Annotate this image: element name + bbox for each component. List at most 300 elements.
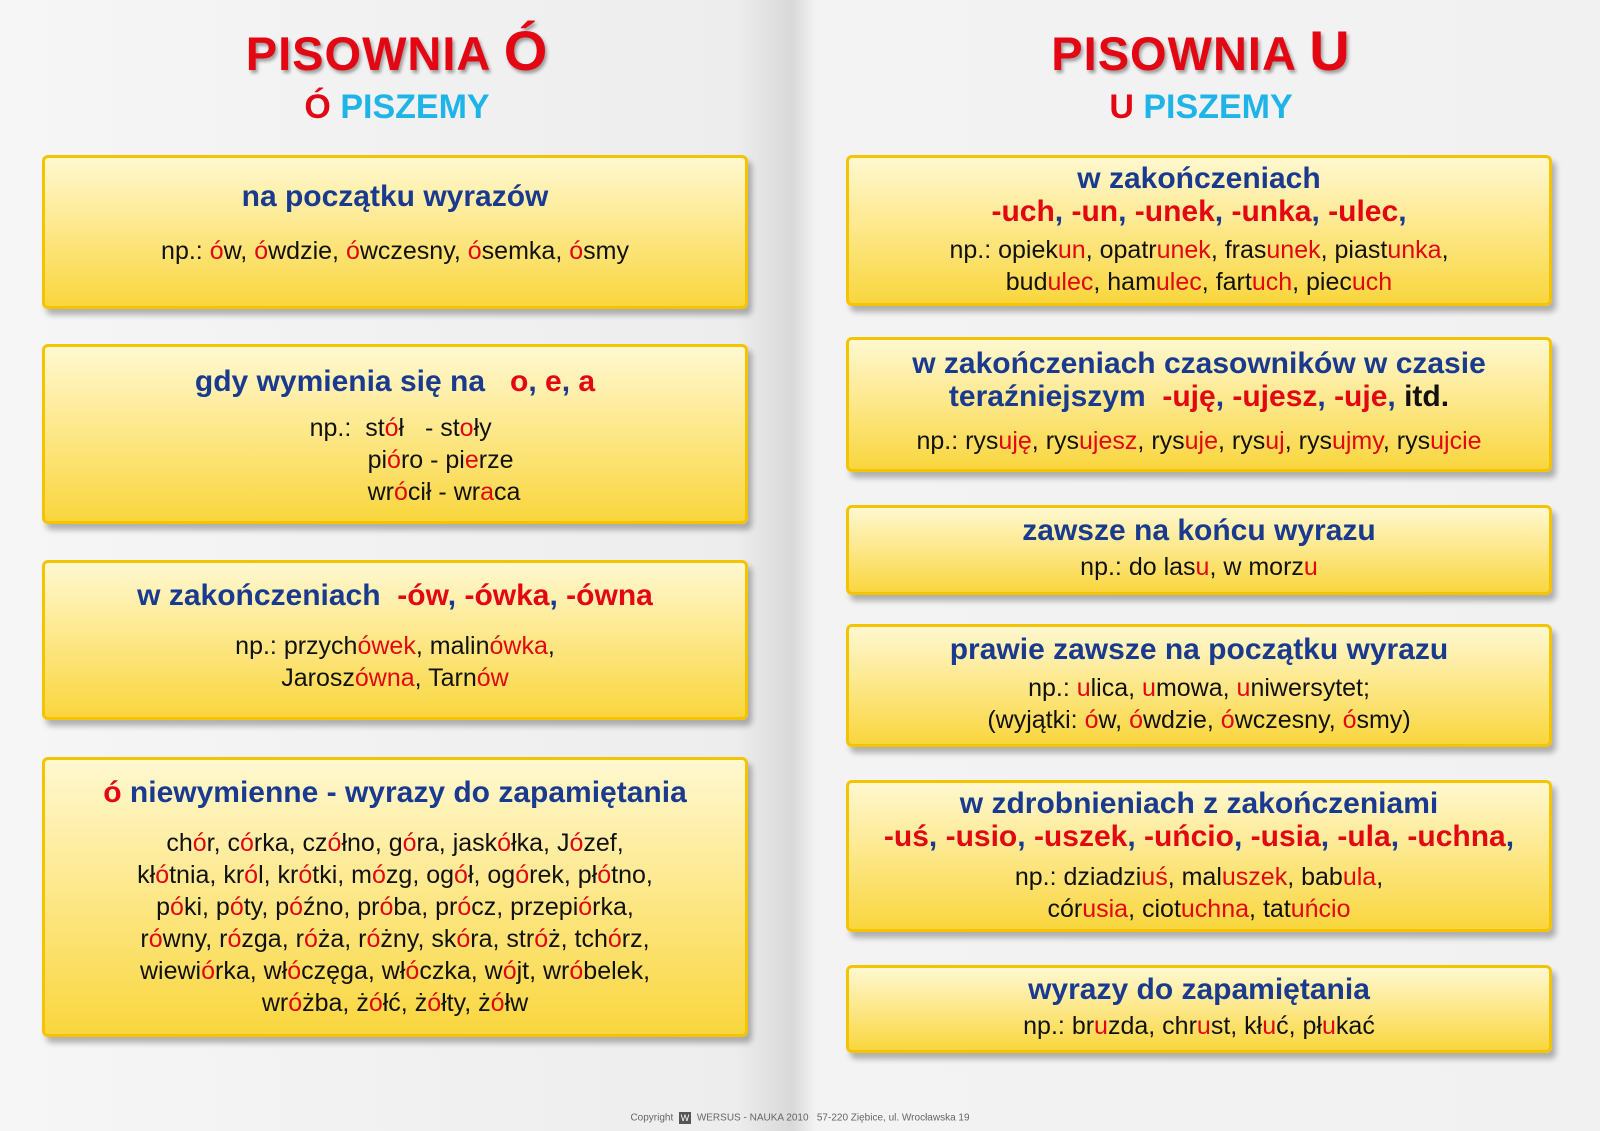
word-part: czka	[419, 957, 471, 985]
example-word	[1237, 674, 1370, 702]
highlighted-letters: ó	[287, 957, 302, 985]
word-part: pi	[367, 446, 388, 474]
example-pair: wrócił - wraca	[367, 478, 521, 506]
example-word	[965, 427, 1039, 455]
examples-line	[849, 893, 1549, 925]
highlighted-letters: ó	[457, 893, 472, 921]
ending: -ów	[397, 579, 448, 612]
word-part: wł	[263, 957, 288, 985]
example-word	[1142, 674, 1230, 702]
rule-heading: w zakończeniach	[1077, 162, 1321, 195]
highlighted-letters: o	[459, 414, 474, 442]
example-words	[281, 664, 508, 692]
example-words	[1072, 1012, 1375, 1040]
word-part: tno	[611, 861, 646, 889]
highlighted-letters: u	[1076, 674, 1091, 702]
highlighted-letters: ujmy	[1331, 427, 1383, 455]
example-pair: stół - stoły	[365, 414, 492, 442]
word-part: piec	[1306, 268, 1352, 296]
rule-heading: prawie zawsze na początku wyrazu	[949, 633, 1449, 666]
word-part: ,	[1287, 863, 1295, 891]
example-word	[569, 237, 629, 265]
word-part: cór	[1047, 895, 1083, 923]
word-part: ty	[243, 893, 262, 921]
word-part: semka	[481, 237, 556, 265]
highlighted-letters: u	[1236, 674, 1251, 702]
word-part: wczesny,	[1234, 706, 1336, 734]
rule-heading: gdy wymienia się na o, e, a	[194, 365, 596, 398]
word-part: rz	[621, 925, 643, 953]
example-word	[1299, 427, 1390, 455]
rule-heading-text: w zakończeniach	[137, 579, 381, 612]
word-part: kr	[277, 861, 299, 889]
highlighted-letters: ówek	[357, 632, 416, 660]
highlighted-letters: e	[464, 446, 479, 474]
highlighted-letters: ó	[240, 829, 254, 857]
highlighted-letters: u	[1094, 1012, 1108, 1040]
word-part: cił	[407, 478, 432, 506]
ending: -un	[1071, 195, 1119, 228]
examples-line	[849, 234, 1549, 266]
highlighted-letters: ó	[227, 925, 242, 953]
example-word	[216, 893, 261, 921]
word-part: pr	[357, 893, 380, 921]
ending: -usio	[945, 820, 1018, 853]
rule-box-diminutives	[846, 780, 1552, 932]
highlighted-letters: ó	[387, 446, 401, 474]
word-part: ,	[1284, 427, 1292, 455]
example-words	[1129, 553, 1318, 581]
highlighted-letters: uję	[998, 427, 1032, 455]
example-word	[264, 957, 368, 985]
example-word	[1142, 895, 1256, 923]
endings-list: -ów, -ówka, -ówna	[397, 579, 653, 612]
rule-box-noun-endings	[846, 155, 1552, 306]
highlighted-letters: ó	[254, 237, 269, 265]
word-part: kr	[223, 861, 245, 889]
example-word	[468, 237, 556, 265]
word-part: przych	[283, 632, 358, 660]
subtitle-letter: U	[1109, 88, 1134, 126]
word-part: niwersytet;	[1250, 674, 1370, 702]
word-part: fras	[1224, 236, 1267, 264]
word-part: ,	[1093, 268, 1101, 296]
examples-line	[849, 551, 1549, 583]
word-part: tki	[312, 861, 338, 889]
example-word	[219, 925, 282, 953]
word-part: dziadzi	[1063, 863, 1142, 891]
rule-heading: w zakończeniach czasowników w czasie	[912, 347, 1486, 380]
word-part: rka	[215, 957, 250, 985]
highlighted-letters: ulec	[1047, 268, 1094, 296]
word-part: g	[388, 829, 403, 857]
example-word	[454, 478, 521, 506]
highlighted-letters: ó	[303, 925, 318, 953]
ending: -usia	[1250, 820, 1321, 853]
example-word	[557, 829, 617, 857]
ending: -uńcio	[1143, 820, 1234, 853]
example-word	[346, 237, 454, 265]
memorize-line: kłótnia, król, krótki, mózg, ogół, ogórek, płótno,	[137, 861, 653, 889]
highlighted-letters: ó	[345, 237, 360, 265]
highlighted-letters: u	[1195, 553, 1210, 581]
word-part: Jarosz	[281, 664, 355, 692]
example-word	[1047, 895, 1135, 923]
example-words	[1006, 268, 1392, 296]
word-part: ,	[1167, 863, 1175, 891]
rule-box-exchange	[42, 344, 748, 524]
word-part: kł	[137, 861, 156, 889]
word-part: ba	[393, 893, 422, 921]
example-word	[1225, 236, 1328, 264]
example-word	[487, 861, 563, 889]
word-part: og	[487, 861, 516, 889]
example-word	[510, 893, 627, 921]
rule-heading-text: teraźniejszym	[948, 380, 1146, 413]
highlighted-letters: u	[1196, 1012, 1211, 1040]
word-part: ki	[183, 893, 203, 921]
word-part: smy	[583, 237, 629, 265]
ending: -uję	[1162, 380, 1216, 413]
word-part: p	[156, 893, 171, 921]
word-part: ham	[1107, 268, 1156, 296]
highlighted-letters: ó	[502, 957, 517, 985]
highlighted-letters: ówka	[489, 632, 548, 660]
example-word	[166, 829, 213, 857]
title-letter: U	[1309, 19, 1351, 82]
word-part: str	[506, 925, 535, 953]
word-part: wny	[162, 925, 206, 953]
rule-box-endings	[42, 560, 748, 720]
subtitle-o	[42, 88, 752, 127]
highlighted-letters: ó	[597, 861, 612, 889]
example-word	[1151, 427, 1225, 455]
highlighted-letters: ó	[366, 925, 381, 953]
highlighted-letters: ó	[148, 925, 163, 953]
highlighted-letters: ó	[229, 893, 244, 921]
word-part: w,	[1098, 706, 1123, 734]
highlighted-letters: ó	[372, 861, 386, 889]
word-part: ż	[548, 925, 561, 953]
word-part: ł	[467, 861, 474, 889]
rule-heading: wyrazy do zapamiętania	[1028, 973, 1370, 1006]
word-part: pł	[1302, 1012, 1323, 1040]
memorize-line: równy, rózga, róża, różny, skóra, stróż, tchórz,	[140, 925, 650, 953]
word-part: ż	[478, 989, 491, 1017]
np-label: np.:	[1023, 1012, 1065, 1040]
word-part: żny	[380, 925, 418, 953]
letter-o: o	[510, 365, 529, 398]
example-word	[210, 237, 241, 265]
word-part: ,	[1292, 268, 1300, 296]
example-word	[140, 925, 205, 953]
rule-heading: zawsze na końcu wyrazu	[1022, 514, 1376, 547]
word-part: ra	[470, 925, 493, 953]
example-word	[478, 989, 528, 1017]
word-part: wiewi	[139, 957, 202, 985]
highlighted-letters: ó	[244, 861, 259, 889]
word-part: łty	[441, 989, 465, 1017]
highlighted-letters: uch	[1251, 268, 1293, 296]
highlighted-letters: unek	[1156, 236, 1211, 264]
word-part: ra	[416, 829, 439, 857]
word-part: p	[275, 893, 290, 921]
example-word	[1129, 706, 1214, 734]
word-part: w morz	[1223, 553, 1304, 581]
example-word	[284, 632, 423, 660]
rule-heading-text: gdy wymienia się na	[194, 365, 486, 398]
word-part: rys	[1231, 427, 1266, 455]
example-words	[965, 427, 1481, 455]
publisher-logo: W	[680, 1113, 690, 1123]
example-word	[575, 925, 643, 953]
highlighted-letters: ó	[402, 829, 417, 857]
example-word	[1006, 268, 1101, 296]
word-part: w	[484, 957, 503, 985]
highlighted-letters: ó	[534, 925, 549, 953]
example-words	[1063, 863, 1383, 891]
word-part: og	[426, 861, 455, 889]
example-word	[435, 893, 496, 921]
exception-words	[1085, 706, 1411, 734]
word-part: rys	[965, 427, 999, 455]
word-part: opatr	[1099, 236, 1157, 264]
highlighted-letters: ó	[467, 237, 482, 265]
example-word	[998, 236, 1093, 264]
word-part: wr	[261, 989, 289, 1017]
highlighted-letters: ó	[569, 829, 584, 857]
highlighted-letters: uch	[1351, 268, 1393, 296]
word-part: rys	[1396, 427, 1431, 455]
exceptions-label: (wyjątki:	[987, 706, 1078, 734]
word-part: ,	[1128, 895, 1136, 923]
word-part: ,	[1031, 427, 1039, 455]
example-word	[1221, 706, 1336, 734]
word-part: ł	[398, 414, 405, 442]
word-part: fart	[1215, 268, 1252, 296]
example-word	[1303, 1012, 1375, 1040]
title-word: PISOWNIA	[245, 27, 490, 80]
word-part: br	[1071, 1012, 1095, 1040]
example-word	[1100, 236, 1218, 264]
word-part: wdzie	[268, 237, 333, 265]
word-part: zg	[385, 861, 413, 889]
title-letter: Ó	[503, 19, 549, 82]
highlighted-letters: ó	[393, 478, 408, 506]
word-part: piast	[1334, 236, 1388, 264]
word-part: zef	[583, 829, 617, 857]
word-part: r	[219, 925, 228, 953]
word-part: r	[358, 925, 367, 953]
publisher-name: WERSUS - NAUKA 2010	[696, 1112, 809, 1124]
memorize-line: wiewiórka, włóczęga, włóczka, wójt, wróbelek,	[139, 957, 651, 985]
word-part: smy)	[1356, 706, 1411, 734]
word-part: ,	[1137, 427, 1145, 455]
example-word	[1077, 674, 1135, 702]
word-part: ,	[1209, 553, 1217, 581]
highlighted-letters: ó	[456, 925, 471, 953]
example-word	[431, 925, 492, 953]
highlighted-letters: a	[480, 478, 494, 506]
word-part: ż	[356, 989, 369, 1017]
highlighted-letters: ó	[1129, 706, 1143, 734]
word-part: bab	[1301, 863, 1343, 891]
word-part: zda,	[1107, 1012, 1156, 1040]
word-part: rze	[478, 446, 514, 474]
np-label: np.:	[235, 632, 277, 660]
itd-label: itd.	[1404, 380, 1450, 413]
example-words	[1077, 674, 1370, 702]
word-part: łno	[341, 829, 375, 857]
highlighted-letters: ó	[515, 861, 530, 889]
example-word	[365, 414, 404, 442]
highlighted-letters: u	[1262, 1012, 1277, 1040]
ending: -uś	[883, 820, 929, 853]
examples-line	[849, 672, 1549, 704]
highlighted-letters: ó	[497, 829, 512, 857]
rule-box-memorize-u	[846, 965, 1552, 1053]
word-part: ,	[1382, 427, 1390, 455]
word-part: c	[227, 829, 240, 857]
word-part: rys	[1298, 427, 1332, 455]
word-part: ro	[400, 446, 424, 474]
word-part: r	[140, 925, 149, 953]
example-word	[156, 893, 202, 921]
highlighted-letters: uj	[1265, 427, 1285, 455]
word-part: ,	[1320, 236, 1328, 264]
ending: -ówna	[566, 579, 653, 612]
example-word	[1129, 553, 1217, 581]
word-part: rys	[1045, 427, 1080, 455]
example-word	[356, 989, 400, 1017]
example-word	[1223, 553, 1317, 581]
example-word	[506, 925, 560, 953]
example-word	[1046, 427, 1145, 455]
word-part: st	[440, 414, 460, 442]
example-word	[1107, 268, 1208, 296]
example-word	[303, 829, 375, 857]
highlighted-letters: ó	[490, 989, 505, 1017]
title-u	[846, 18, 1556, 83]
example-words	[284, 632, 555, 660]
word-part: pł	[577, 861, 598, 889]
ending: -ujesz	[1232, 380, 1318, 413]
highlighted-letters: unek	[1266, 236, 1321, 264]
highlighted-letters: uje	[1184, 427, 1219, 455]
word-part: sk	[431, 925, 457, 953]
example-words	[998, 236, 1448, 264]
highlighted-letters: ujesz	[1079, 427, 1138, 455]
publisher-address: 57-220 Ziębice, ul. Wrocławska 19	[816, 1112, 970, 1124]
examples-line	[849, 861, 1549, 893]
word-part: ża	[317, 925, 345, 953]
memorize-line: póki, póty, późno, próba, prócz, przepiórka,	[156, 893, 634, 921]
example-word	[382, 957, 471, 985]
example-word	[275, 893, 343, 921]
example-pair: pióro - pierze	[367, 446, 514, 474]
example-word	[543, 957, 643, 985]
example-word	[1182, 863, 1295, 891]
highlighted-letters: ó	[405, 957, 420, 985]
np-label: np.:	[161, 237, 203, 265]
example-word	[228, 829, 289, 857]
ending: -uchna	[1407, 820, 1506, 853]
examples-line	[849, 266, 1549, 298]
highlighted-letters: ó	[298, 861, 313, 889]
example-word	[445, 446, 513, 474]
highlighted-letters: unka	[1387, 236, 1442, 264]
footer	[0, 1112, 1600, 1124]
word-part: m	[351, 861, 372, 889]
word-part: wr	[367, 478, 394, 506]
np-label: np.:	[1014, 863, 1057, 891]
example-word	[1306, 268, 1392, 296]
example-word	[281, 664, 421, 692]
ending: -ula	[1337, 820, 1391, 853]
example-word	[223, 861, 263, 889]
word-part: cz	[302, 829, 328, 857]
rule-heading-line2	[849, 380, 1549, 413]
subtitle-word: PISZEMY	[1143, 88, 1293, 126]
word-part: cz	[471, 893, 497, 921]
word-part: rka	[592, 893, 627, 921]
word-part: r	[206, 829, 214, 857]
rule-heading	[45, 579, 745, 612]
memorize-line: chór, córka, czółno, góra, jaskółka, Józef,	[166, 829, 624, 857]
word-part: kać	[1335, 1012, 1375, 1040]
example-words	[1047, 895, 1350, 923]
word-part: ,	[1085, 236, 1093, 264]
example-word	[296, 925, 345, 953]
word-part: częga	[301, 957, 368, 985]
rule-box-memorize	[42, 757, 748, 1037]
example-word	[351, 861, 412, 889]
ending: -uszek	[1033, 820, 1128, 853]
rule-box-start-of-word	[42, 155, 748, 309]
word-part: rka	[253, 829, 289, 857]
highlighted-letters: ó	[289, 893, 304, 921]
letter-a: a	[578, 365, 596, 398]
highlighted-letters: uchna	[1180, 895, 1250, 923]
word-part: ,	[415, 632, 423, 660]
example-word	[1216, 268, 1299, 296]
example-word	[278, 861, 338, 889]
example-word	[1263, 895, 1351, 923]
highlighted-letters: ów	[476, 664, 509, 692]
np-label: np.:	[949, 236, 992, 264]
example-word	[262, 989, 343, 1017]
example-word	[453, 829, 543, 857]
rule-box-start-of-word	[846, 624, 1552, 747]
highlighted-letters: ó	[569, 957, 584, 985]
highlighted-letters: ó	[368, 989, 383, 1017]
highlighted-letters: ówna	[354, 664, 415, 692]
ending: -unka	[1231, 195, 1312, 228]
highlighted-letters: ó	[454, 861, 468, 889]
highlighted-letters: ó	[607, 925, 622, 953]
example-word	[430, 632, 555, 660]
highlighted-letters: uńcio	[1290, 895, 1351, 923]
np-label: np.:	[1028, 674, 1070, 702]
word-part: ż	[414, 989, 428, 1017]
word-part: p	[215, 893, 230, 921]
examples-block	[45, 412, 745, 508]
word-part: Tarn	[428, 664, 477, 692]
letter-e: e	[545, 365, 562, 398]
highlighted-letters: ó	[170, 893, 184, 921]
word-part: ch	[166, 829, 193, 857]
example-word	[137, 861, 209, 889]
